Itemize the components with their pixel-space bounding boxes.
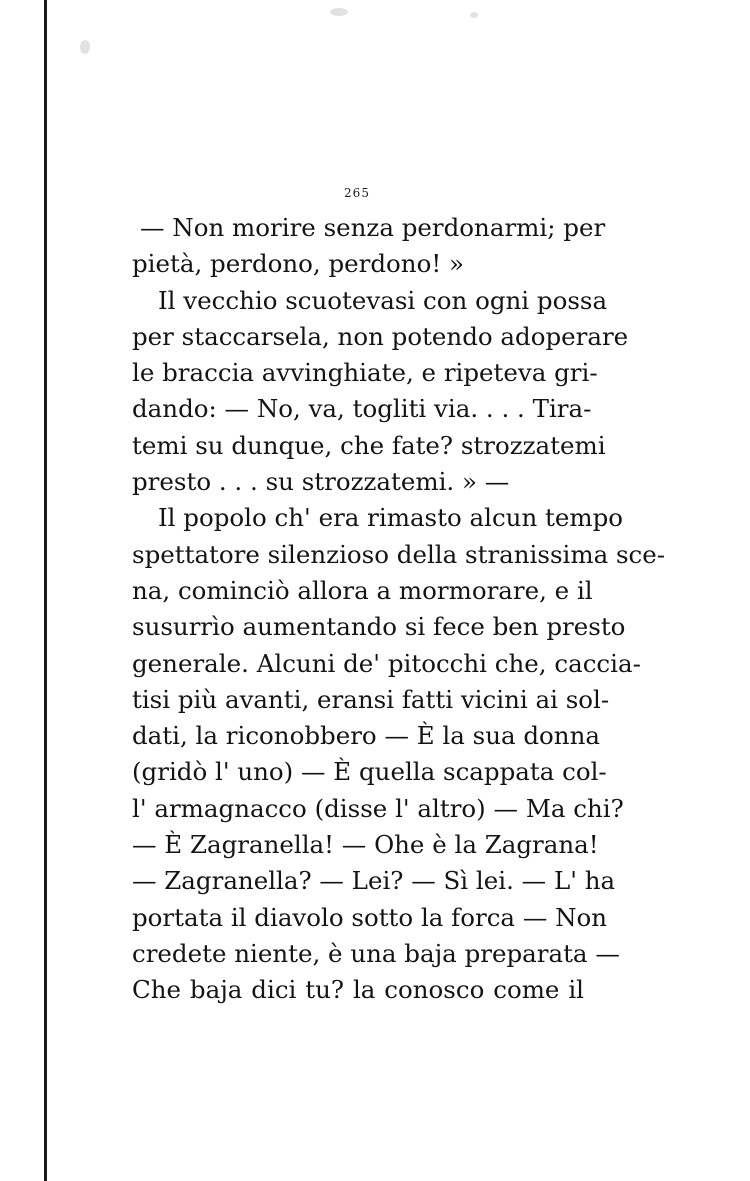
text-line: credete niente, è una baja preparata —: [132, 938, 620, 968]
paper-speck: [470, 12, 478, 18]
text-line: temi su dunque, che fate? strozzatemi: [132, 430, 606, 460]
page-number: 265: [344, 186, 370, 200]
text-line: dando: — No, va, togliti via. . . . Tira-: [132, 394, 592, 424]
paper-speck: [80, 40, 90, 54]
text-line: per staccarsela, non potendo adoperare: [132, 321, 629, 351]
text-line: portata il diavolo sotto la forca — Non: [132, 902, 608, 932]
text-line: Il popolo ch' era rimasto alcun tempo: [158, 503, 624, 533]
text-line: generale. Alcuni de' pitocchi che, caccia-: [132, 648, 641, 678]
text-line: — Zagranella? — Lei? — Sì lei. — L' ha: [132, 866, 616, 896]
text-line: le braccia avvinghiate, e ripeteva gri-: [132, 358, 598, 388]
text-body: [132, 210, 666, 1009]
text-line: na, cominciò allora a mormorare, e il: [132, 575, 593, 605]
text-line: Che baja dici tu? la conosco come il: [132, 975, 584, 1005]
text-line: presto . . . su strozzatemi. » —: [132, 467, 510, 497]
page-edge-shadow: [44, 0, 47, 1181]
text-line: — Non morire senza perdonarmi; per: [140, 213, 606, 242]
text-line: tisi più avanti, eransi fatti vicini ai sol-: [132, 684, 610, 714]
text-line: spettatore silenzioso della stranissima sce-: [132, 539, 666, 569]
text-line: l' armagnacco (disse l' altro) — Ma chi?: [132, 793, 624, 823]
text-line: pietà, perdono, perdono! »: [132, 249, 464, 279]
text-line: Il vecchio scuotevasi con ogni possa: [158, 285, 608, 315]
text-line: dati, la riconobbero — È la sua donna: [132, 721, 600, 751]
text-line: susurrìo aumentando si fece ben presto: [132, 612, 626, 642]
text-line: — È Zagranella! — Ohe è la Zagrana!: [132, 830, 599, 860]
text-line: (gridò l' uno) — È quella scappata col-: [132, 757, 607, 787]
paper-speck: [330, 8, 348, 16]
